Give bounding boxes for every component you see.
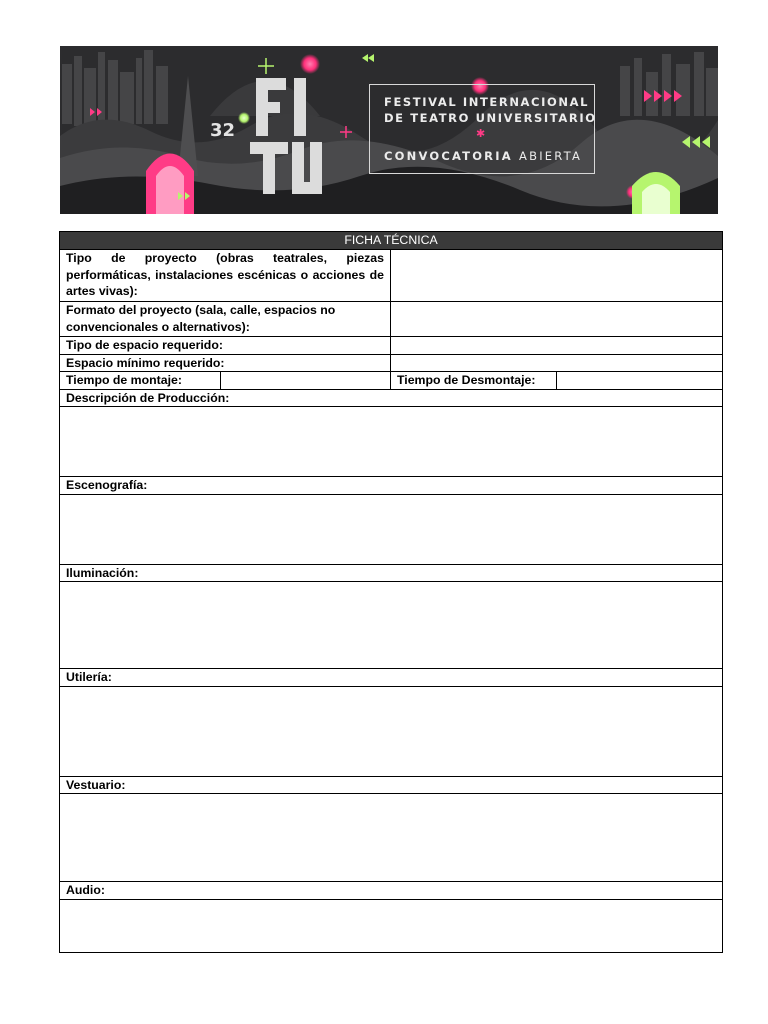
field-production-description[interactable] — [60, 407, 723, 477]
call-bold: CONVOCATORIA — [384, 149, 513, 163]
field-project-format[interactable] — [391, 302, 723, 337]
sheet-title: FICHA TÉCNICA — [60, 232, 723, 250]
label-props: Utilería: — [60, 669, 723, 687]
field-setup-time[interactable] — [221, 372, 391, 390]
star-icon: ✱ — [476, 127, 486, 140]
field-min-space[interactable] — [391, 354, 723, 372]
label-project-type: Tipo de proyecto (obras teatrales, piezas performáticas, instalaciones escénicas o acciones de artes vivas): — [60, 250, 391, 302]
festival-logo-box — [369, 84, 595, 174]
call-text — [384, 149, 582, 163]
technical-sheet-table — [59, 231, 723, 953]
field-props[interactable] — [60, 686, 723, 776]
festival-banner — [60, 46, 718, 214]
field-audio[interactable] — [60, 899, 723, 952]
call-light: ABIERTA — [519, 149, 583, 163]
label-lighting: Iluminación: — [60, 564, 723, 582]
label-scenography: Escenografía: — [60, 477, 723, 495]
field-lighting[interactable] — [60, 582, 723, 669]
label-production-description: Descripción de Producción: — [60, 389, 723, 407]
label-costumes: Vestuario: — [60, 776, 723, 794]
label-audio: Audio: — [60, 882, 723, 900]
label-teardown-time: Tiempo de Desmontaje: — [391, 372, 557, 390]
banner-number: 32 — [210, 120, 236, 141]
field-space-type[interactable] — [391, 337, 723, 355]
field-project-type[interactable] — [391, 250, 723, 302]
label-space-type: Tipo de espacio requerido: — [60, 337, 391, 355]
field-costumes[interactable] — [60, 794, 723, 882]
festival-name-line1: FESTIVAL INTERNACIONAL — [384, 95, 589, 109]
festival-name-line2: DE TEATRO UNIVERSITARIO — [384, 111, 597, 125]
label-project-format: Formato del proyecto (sala, calle, espacios no convencionales o alternativos): — [60, 302, 391, 337]
label-setup-time: Tiempo de montaje: — [60, 372, 221, 390]
label-min-space: Espacio mínimo requerido: — [60, 354, 391, 372]
field-teardown-time[interactable] — [557, 372, 723, 390]
field-scenography[interactable] — [60, 494, 723, 564]
